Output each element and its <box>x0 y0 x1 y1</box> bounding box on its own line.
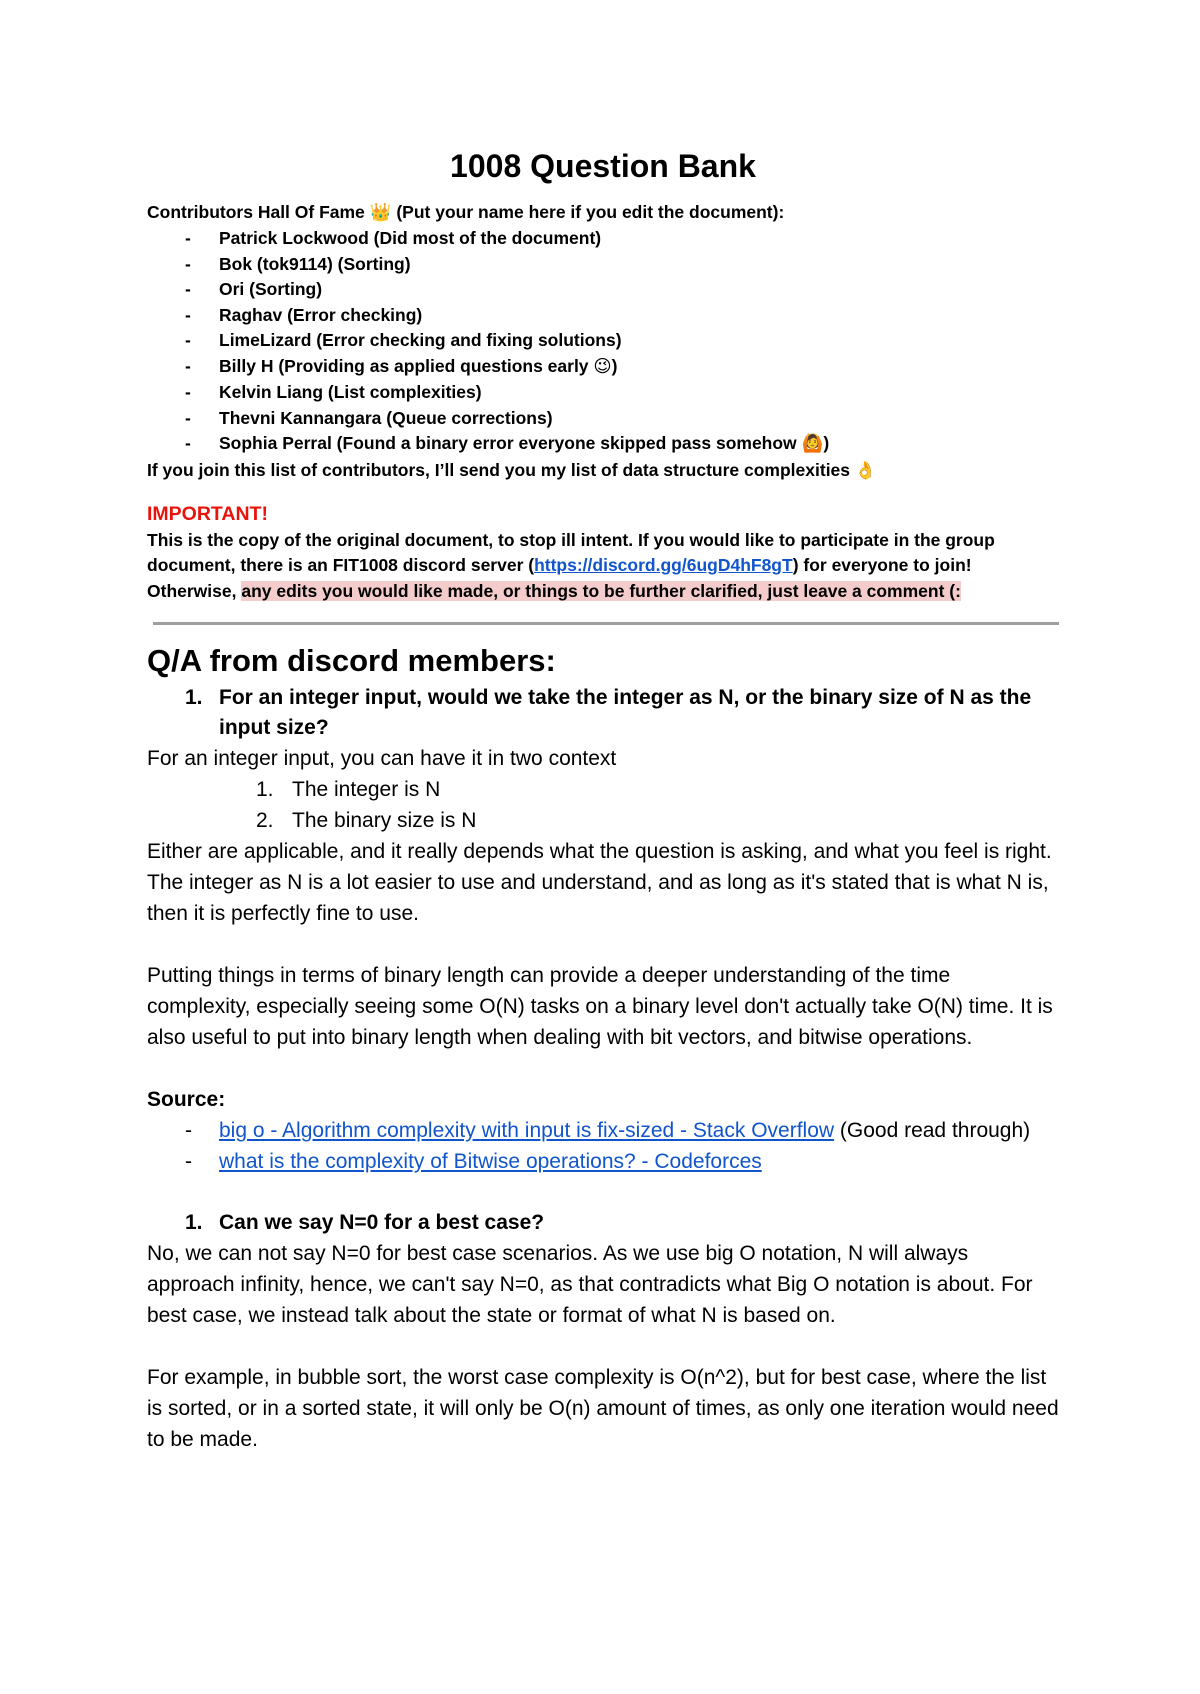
codeforces-link[interactable]: what is the complexity of Bitwise operations? - Codeforces <box>219 1150 762 1173</box>
answer-paragraph: Putting things in terms of binary length can provide a deeper understanding of the time complexity, especially seeing some O(N) tasks on a binary level don't actually take O(N) time. It is also useful to put into binary length when dealing with bit vectors, and bitwise operations. <box>147 964 1053 1049</box>
person-gesturing-ok-icon: 🙆 <box>801 434 824 454</box>
contributor-item: - Sophia Perral (Found a binary error everyone skipped pass somehow 🙆) <box>185 433 830 454</box>
notice-text-1: This is the copy of the original document, to stop ill intent. If you would like to participate in the group document, there is an FIT1008 discord server ( <box>147 529 995 575</box>
contributor-text: Bok (tok9114) (Sorting) <box>219 253 411 274</box>
important-notice <box>147 528 1059 605</box>
spacer <box>147 1177 1059 1208</box>
important-label: IMPORTANT! <box>147 502 268 525</box>
question-1 <box>147 683 1059 743</box>
discord-link[interactable]: https://discord.gg/6ugD4hF8gT <box>534 555 793 575</box>
source-note: (Good read through) <box>834 1119 1031 1142</box>
contributor-item: - Ori (Sorting) <box>185 279 323 299</box>
contributor-item: - Bok (tok9114) (Sorting) <box>185 253 411 274</box>
qa-heading: Q/A from discord members: <box>147 643 556 678</box>
answer-intro: For an integer input, you can have it in two context <box>147 747 617 770</box>
hall-of-fame-label: Contributors Hall Of Fame <box>147 202 365 222</box>
contributor-text: Thevni Kannangara (Queue corrections) <box>219 407 553 428</box>
contributor-text: Billy H (Providing as applied questions early <box>219 355 594 376</box>
hall-of-fame-heading <box>147 200 1059 226</box>
join-note <box>147 458 1059 484</box>
crown-icon: 👑 <box>369 203 392 223</box>
contributor-item: - Patrick Lockwood (Did most of the document) <box>185 228 602 248</box>
context-text: The binary size is N <box>292 809 477 832</box>
spacer <box>147 484 1059 500</box>
contributor-suffix: ) <box>823 433 830 453</box>
answer-paragraph: For example, in bubble sort, the worst case complexity is O(n^2), but for best case, where the list is sorted, or in a sorted state, it will only be O(n) amount of times, as only one iteration would need to be made. <box>147 1366 1059 1451</box>
question-number: 1. <box>185 1211 203 1234</box>
wink-emoji-icon: 😉 <box>593 356 612 377</box>
contributor-text: LimeLizard (Error checking and fixing solutions) <box>219 330 622 350</box>
context-number: 1. <box>256 778 274 801</box>
contributor-text: Raghav (Error checking) <box>219 304 423 325</box>
highlighted-comment-request: any edits you would like made, or things to be further clarified, just leave a comment (: <box>241 580 961 601</box>
spacer <box>147 929 1059 960</box>
source-item: - what is the complexity of Bitwise operations? - Codeforces <box>185 1150 762 1173</box>
contributor-item: - Kelvin Liang (List complexities) <box>185 382 482 402</box>
stackoverflow-link[interactable]: big o - Algorithm complexity with input is fix-sized - Stack Overflow <box>219 1119 835 1142</box>
horizontal-divider <box>153 622 1059 625</box>
contributors-list <box>147 226 1059 458</box>
document-title: 1008 Question Bank <box>450 148 756 184</box>
document-content <box>147 146 1059 1455</box>
context-item <box>147 805 1059 836</box>
contributor-suffix: ) <box>611 355 618 376</box>
source-list <box>147 1115 1059 1177</box>
contributor-item: - Thevni Kannangara (Queue corrections) <box>185 407 553 428</box>
contributor-item: - Raghav (Error checking) <box>185 304 423 325</box>
source-heading: Source: <box>147 1088 226 1111</box>
question-text: For an integer input, would we take the integer as N, or the binary size of N as the input size? <box>219 686 1032 739</box>
source-item: - big o - Algorithm complexity with input is fix-sized - Stack Overflow (Good read through) <box>185 1119 1031 1142</box>
contributor-text: Sophia Perral (Found a binary error everyone skipped pass somehow <box>219 433 802 453</box>
context-number: 2. <box>256 809 274 832</box>
join-text: If you join this list of contributors, I’ll send you my list of data structure complexities <box>147 459 851 480</box>
contributor-text: Kelvin Liang (List complexities) <box>219 382 482 402</box>
notice-text-2: ) for everyone to join! Otherwise, <box>147 555 972 601</box>
context-list <box>147 774 1059 836</box>
spacer <box>147 1053 1059 1084</box>
question-2-item <box>147 1208 1059 1238</box>
question-1-item <box>147 683 1059 743</box>
context-text: The integer is N <box>292 778 441 801</box>
contributor-item: - Billy H (Providing as applied questions early 😉) <box>185 355 618 377</box>
spacer <box>147 1331 1059 1362</box>
contributor-text: Patrick Lockwood (Did most of the document) <box>219 228 602 248</box>
contributor-item: - LimeLizard (Error checking and fixing solutions) <box>185 330 622 350</box>
question-number: 1. <box>185 686 203 709</box>
answer-paragraph: Either are applicable, and it really depends what the question is asking, and what you feel is right. The integer as N is a lot easier to use and understand, and as long as it's stated that is what N is, then it is perfectly fine to use. <box>147 840 1052 925</box>
hall-of-fame-note: (Put your name here if you edit the document): <box>396 202 785 222</box>
context-item <box>147 774 1059 805</box>
contributor-text: Ori (Sorting) <box>219 279 323 299</box>
question-2 <box>147 1208 1059 1238</box>
answer-paragraph: No, we can not say N=0 for best case scenarios. As we use big O notation, N will always approach infinity, hence, we can't say N=0, as that contradicts what Big O notation is about. For best case, we instead talk about the state or format of what N is based on. <box>147 1242 1033 1327</box>
question-text: Can we say N=0 for a best case? <box>219 1211 545 1234</box>
ok-hand-icon: 👌 <box>854 460 877 481</box>
